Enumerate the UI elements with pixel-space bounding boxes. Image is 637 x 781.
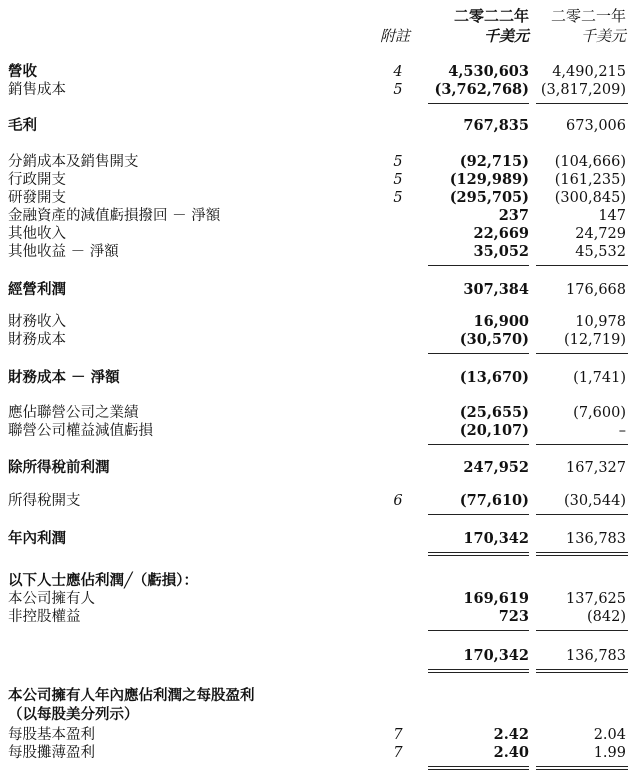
row-label: 分銷成本及銷售開支 xyxy=(8,154,139,170)
row-label: 聯營公司權益減值虧損 xyxy=(8,423,153,439)
row-label: 金融資產的減值虧損撥回 － 淨額 xyxy=(8,208,221,224)
total-double-rule xyxy=(536,766,628,767)
col-2021-unit-header: 千美元 xyxy=(580,27,626,45)
row-value-2022: (13,670) xyxy=(459,369,529,386)
row-value-2021: (30,544) xyxy=(563,493,626,509)
total-double-rule xyxy=(536,769,628,770)
row-value-2021: (3,817,209) xyxy=(540,82,626,98)
row-value-2022: (129,989) xyxy=(449,171,529,188)
total-double-rule xyxy=(428,672,529,673)
row-label: 毛利 xyxy=(8,118,37,134)
row-value-2021: 1.99 xyxy=(593,745,626,761)
row-value-2021: 136,783 xyxy=(566,648,626,664)
row-value-2022: 169,619 xyxy=(463,590,529,607)
subtotal-rule xyxy=(536,514,628,515)
row-value-2022: 723 xyxy=(498,608,529,625)
row-value-2021: 24,729 xyxy=(575,226,626,242)
row-label: 財務收入 xyxy=(8,314,66,330)
row-label: 除所得稅前利潤 xyxy=(8,460,110,476)
row-value-2021: (7,600) xyxy=(573,405,626,421)
row-value-2022: 2.40 xyxy=(493,744,529,761)
row-label: 財務成本 xyxy=(8,332,66,348)
section-heading: 以下人士應佔利潤╱（虧損）： xyxy=(8,573,198,589)
row-label: 經營利潤 xyxy=(8,282,66,298)
subtotal-rule xyxy=(428,103,529,104)
row-value-2022: (30,570) xyxy=(459,331,529,348)
subtotal-rule xyxy=(428,444,529,445)
row-label: 營收 xyxy=(8,64,37,80)
row-value-2021: – xyxy=(618,423,626,439)
subtotal-rule xyxy=(536,265,628,266)
row-value-2022: 2.42 xyxy=(493,726,529,743)
row-value-2021: 167,327 xyxy=(566,460,626,476)
row-label: 所得稅開支 xyxy=(8,493,81,509)
row-note: 5 xyxy=(393,82,403,98)
row-value-2022: 237 xyxy=(498,207,529,224)
total-double-rule xyxy=(428,766,529,767)
row-value-2022: 170,342 xyxy=(463,530,529,547)
total-double-rule xyxy=(536,669,628,670)
col-2022-unit-header: 千美元 xyxy=(483,27,529,45)
row-note: 5 xyxy=(393,190,403,206)
row-label: 每股攤薄盈利 xyxy=(8,745,95,761)
note-column-header: 附註 xyxy=(380,27,411,45)
subtotal-rule xyxy=(536,103,628,104)
row-value-2022: 4,530,603 xyxy=(448,63,529,80)
row-value-2022: 16,900 xyxy=(473,313,529,330)
subtotal-rule xyxy=(536,630,628,631)
row-value-2021: 45,532 xyxy=(575,244,626,260)
row-value-2022: 170,342 xyxy=(463,647,529,664)
row-value-2022: 247,952 xyxy=(463,459,529,476)
row-note: 7 xyxy=(393,745,403,761)
subtotal-rule xyxy=(428,265,529,266)
subtotal-rule xyxy=(536,444,628,445)
total-double-rule xyxy=(536,555,628,556)
row-label: 行政開支 xyxy=(8,172,66,188)
section-subheading: （以每股美分列示） xyxy=(8,707,139,723)
subtotal-rule xyxy=(428,630,529,631)
row-label: 其他收入 xyxy=(8,226,66,242)
row-label: 應佔聯營公司之業績 xyxy=(8,405,139,421)
row-note: 7 xyxy=(393,727,403,743)
total-double-rule xyxy=(428,769,529,770)
col-2022-year-header: 二零二二年 xyxy=(453,7,529,25)
row-value-2021: (1,741) xyxy=(573,370,626,386)
row-value-2021: 176,668 xyxy=(566,282,626,298)
row-value-2021: (104,666) xyxy=(554,154,626,170)
row-value-2021: 10,978 xyxy=(575,314,626,330)
total-double-rule xyxy=(536,552,628,553)
row-note: 5 xyxy=(393,154,403,170)
row-value-2021: 2.04 xyxy=(593,727,626,743)
total-double-rule xyxy=(428,669,529,670)
row-value-2021: 147 xyxy=(598,208,626,224)
section-heading: 本公司擁有人年內應佔利潤之每股盈利 xyxy=(8,688,255,704)
total-double-rule xyxy=(428,555,529,556)
subtotal-rule xyxy=(428,353,529,354)
row-value-2021: 4,490,215 xyxy=(552,64,626,80)
row-value-2021: 136,783 xyxy=(566,531,626,547)
row-note: 6 xyxy=(393,493,403,509)
row-label: 其他收益 － 淨額 xyxy=(8,244,119,260)
row-label: 每股基本盈利 xyxy=(8,727,95,743)
row-value-2021: (842) xyxy=(587,609,626,625)
subtotal-rule xyxy=(428,514,529,515)
row-value-2021: (12,719) xyxy=(563,332,626,348)
total-double-rule xyxy=(428,552,529,553)
row-value-2021: (300,845) xyxy=(554,190,626,206)
subtotal-rule xyxy=(536,353,628,354)
row-label: 研發開支 xyxy=(8,190,66,206)
row-value-2022: (295,705) xyxy=(449,189,529,206)
row-value-2022: (25,655) xyxy=(459,404,529,421)
row-value-2022: (77,610) xyxy=(459,492,529,509)
row-value-2022: (3,762,768) xyxy=(434,81,529,98)
row-value-2021: 673,006 xyxy=(566,118,626,134)
row-label: 銷售成本 xyxy=(8,82,66,98)
row-label: 非控股權益 xyxy=(8,609,81,625)
row-label: 本公司擁有人 xyxy=(8,591,95,607)
col-2021-year-header: 二零二一年 xyxy=(550,7,626,25)
row-value-2021: (161,235) xyxy=(554,172,626,188)
row-label: 年內利潤 xyxy=(8,531,66,547)
row-label: 財務成本 － 淨額 xyxy=(8,370,120,386)
row-value-2022: 307,384 xyxy=(463,281,529,298)
row-note: 4 xyxy=(393,64,403,80)
row-value-2022: (20,107) xyxy=(459,422,529,439)
row-value-2022: 22,669 xyxy=(473,225,529,242)
row-note: 5 xyxy=(393,172,403,188)
row-value-2022: 767,835 xyxy=(463,117,529,134)
row-value-2022: 35,052 xyxy=(473,243,529,260)
row-value-2022: (92,715) xyxy=(459,153,529,170)
total-double-rule xyxy=(536,672,628,673)
row-value-2021: 137,625 xyxy=(566,591,626,607)
